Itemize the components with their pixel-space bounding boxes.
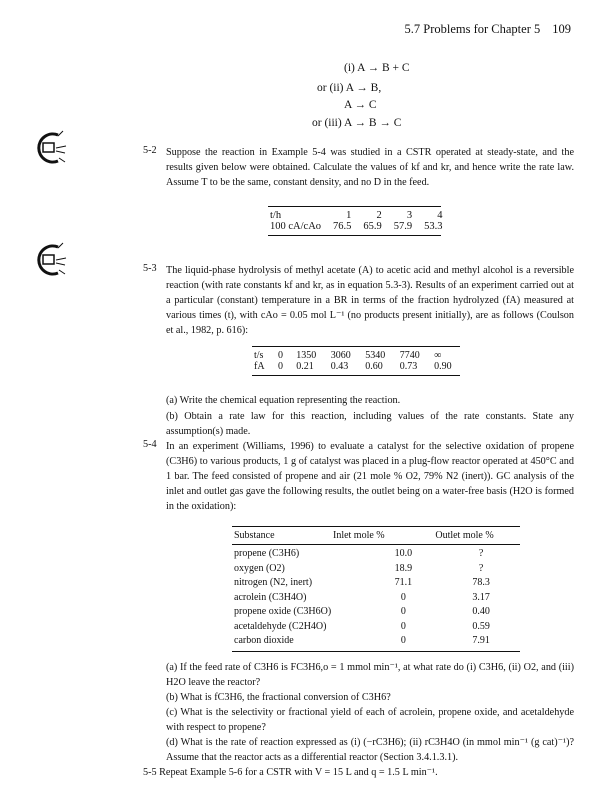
table-cell: 7740	[399, 350, 420, 361]
table-cell: propene oxide (C3H6O)	[234, 606, 332, 617]
table-cell: ?	[478, 562, 484, 574]
problem-5-3-part-a: (a) Write the chemical equation representing the reaction.	[166, 395, 401, 406]
table-cell: 18.9	[394, 562, 413, 574]
table-cell: 78.3	[472, 577, 490, 588]
table-row	[252, 350, 460, 361]
table-cell: 57.9	[393, 221, 413, 232]
table-row	[232, 620, 520, 635]
table-row	[232, 634, 520, 649]
table-cell: 10.0	[394, 548, 413, 559]
table-row	[268, 221, 449, 232]
table-cell: 2	[376, 210, 382, 221]
problem-5-3-part-b: (b) Obtain a rate law for this reaction, including values of the rate constants. State any assumption(s) made.	[166, 411, 574, 437]
table-cell: acrolein (C3H4O)	[234, 591, 307, 603]
table-cell: 100 cA/cAo	[270, 221, 322, 232]
table-cell: 76.5	[333, 221, 352, 232]
table-cell: 4	[437, 210, 443, 221]
table-cell: carbon dioxide	[234, 635, 294, 646]
table-cell: 5340	[365, 350, 386, 361]
table-cell: 53.3	[424, 221, 443, 232]
computer-problem-icon	[32, 128, 72, 168]
problem-5-3-text: The liquid-phase hydrolysis of methyl acetate (A) to acetic acid and methyl alcohol is a reversible reaction (with rate constants kf and kr, as in equation 5.3-3). Results of an experiment carried out at a particular (constant) temperature in a BR in terms of the fraction hydrolyzed (fA) measured at various times (t), with cAo = 0.05 mol L⁻¹ (no products present initially), are as follows (Coulson et al., 1982, p. 616):	[166, 265, 574, 336]
reaction-option-2: or (ii) A → B,	[317, 82, 382, 94]
table-row	[232, 547, 520, 562]
table-cell: 0.40	[472, 606, 490, 617]
table-cell: t/h	[270, 210, 282, 221]
table-cell: ∞	[434, 350, 442, 361]
problem-number: 5-4	[143, 439, 157, 450]
problem-5-4-text: In an experiment (Williams, 1996) to evaluate a catalyst for the selective oxidation of propene (C3H6) to various products, 1 g of catalyst was placed in a plug-flow reactor operated at 450°C and 1 bar. The feed consisted of propene and air (21 mole % O2, 79% N2 (inert)). GC analysis of the inlet and outlet gas gave the following results, the outlet being on a water-free basis (H2O is formed in the oxidation):	[166, 441, 574, 512]
table-row	[232, 562, 520, 577]
table-cell: nitrogen (N2, inert)	[234, 577, 313, 588]
table-row	[232, 576, 520, 591]
table-cell: acetaldehyde (C2H4O)	[234, 620, 327, 632]
table-cell: 1350	[296, 350, 317, 361]
table-cell: oxygen (O2)	[234, 562, 285, 574]
table-cell: fA	[254, 361, 265, 372]
table-cell: 3	[406, 210, 413, 221]
table-5-4	[232, 526, 520, 652]
table-5-3	[252, 346, 460, 376]
problem-5-4-part-a: (a) If the feed rate of C3H6 is FC3H6,o = 1 mmol min⁻¹, at what rate do (i) C3H6, (ii) O2, and (iii) H2O leave the reactor?	[166, 662, 574, 688]
problem-5-4-part-b: (b) What is fC3H6, the fractional conversion of C3H6?	[166, 692, 391, 703]
table-cell: 7.91	[472, 635, 490, 646]
table-cell: 0	[400, 620, 406, 632]
table-row	[232, 591, 520, 606]
problem-5-2-text: Suppose the reaction in Example 5-4 was studied in a CSTR operated at steady-state, and the results given below were obtained. Calculate the values of kf and kr, and hence write the rate law. Assume T to be the same, constant density, and no D in the feed.	[166, 147, 574, 188]
table-5-2	[268, 206, 441, 236]
table-cell: 0	[400, 591, 406, 603]
running-header	[405, 22, 572, 37]
table-cell: 0.60	[365, 361, 383, 372]
table-cell: 0.90	[434, 361, 452, 372]
table-cell: 65.9	[363, 221, 382, 232]
problem-5-4-part-c: (c) What is the selectivity or fractional yield of each of acrolein, propene oxide, and acetaldehyde with respect to propene?	[166, 707, 574, 733]
table-cell: 71.1	[394, 577, 413, 588]
problem-5-5-text: 5-5 Repeat Example 5-6 for a CSTR with V = 15 L and q = 1.5 L min⁻¹.	[143, 767, 438, 778]
table-cell: 0	[400, 635, 406, 646]
table-row	[232, 605, 520, 620]
table-cell: t/s	[254, 350, 264, 361]
table-cell: 3.17	[472, 591, 490, 603]
column-header: Outlet mole %	[435, 530, 494, 541]
problem-5-4-part-d: (d) What is the rate of reaction expressed as (i) (−rC3H6); (ii) rC3H4O (in mmol min⁻¹ (g cat)⁻¹)? Assume that the reactor acts as a differential reactor (Section 3.4.1.3.1).	[166, 737, 574, 763]
table-cell: 0	[277, 361, 283, 372]
problem-number: 5-3	[143, 263, 157, 274]
problem-number: 5-2	[143, 145, 157, 156]
column-header: Inlet mole %	[332, 530, 385, 541]
computer-problem-icon	[32, 240, 72, 280]
table-cell: 0.21	[296, 361, 314, 372]
table-cell: 0	[277, 350, 283, 361]
column-header: Substance	[234, 530, 275, 541]
table-cell: propene (C3H6)	[234, 548, 300, 559]
table-cell: 0	[400, 606, 406, 617]
table-header-row	[232, 530, 520, 544]
reaction-option-3: or (iii) A → B → C	[312, 117, 402, 129]
table-row	[268, 210, 449, 221]
table-row	[252, 361, 460, 372]
reaction-option-2b: A → C	[344, 99, 377, 111]
table-cell: 0.73	[399, 361, 418, 372]
table-cell: 0.43	[330, 361, 349, 372]
section-title: 5.7 Problems for Chapter 5	[404, 22, 541, 36]
table-cell: 0.59	[472, 620, 490, 632]
table-cell: 3060	[330, 350, 351, 361]
reaction-option-1: (i) A → B + C	[344, 62, 410, 74]
page-number: 109	[552, 22, 571, 36]
table-cell: 1	[346, 210, 352, 221]
table-cell: ?	[478, 548, 484, 559]
